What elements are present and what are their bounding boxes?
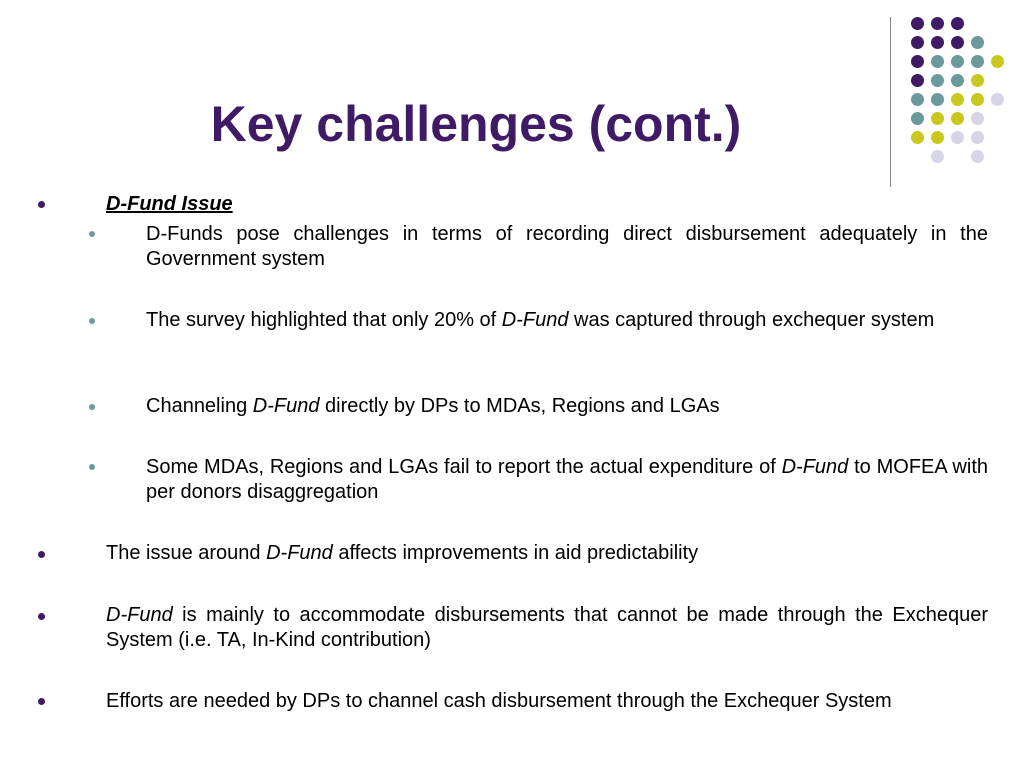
decorative-dot <box>971 112 984 125</box>
decorative-dot <box>971 74 984 87</box>
sub-item-text: directly by DPs to MDAs, Regions and LGAs <box>319 395 720 417</box>
decorative-dot <box>951 17 964 30</box>
item-text: The issue around <box>106 542 267 564</box>
decorative-dot <box>931 17 944 30</box>
sub-item-text: D-Funds pose challenges in terms of recording direct disbursement adequately in the Government system <box>146 223 988 270</box>
sub-item-3 <box>146 394 988 419</box>
bullet-icon <box>38 201 45 208</box>
sub-item-text: The survey highlighted that only 20% of <box>146 309 502 331</box>
decorative-dot <box>991 55 1004 68</box>
decorative-dot <box>991 93 1004 106</box>
d-fund-term: D-Fund <box>252 395 320 417</box>
decorative-dot <box>951 55 964 68</box>
item-3 <box>106 689 988 714</box>
decorative-dot <box>911 93 924 106</box>
d-fund-term: D-Fund <box>106 604 173 626</box>
decorative-dot <box>931 93 944 106</box>
d-fund-term: D-Fund <box>781 456 849 478</box>
bullet-icon <box>38 698 45 705</box>
item-2 <box>106 603 988 653</box>
decorative-dot <box>911 36 924 49</box>
decorative-dot <box>931 55 944 68</box>
decorative-dot <box>911 74 924 87</box>
sub-item-text: was captured through exchequer system <box>568 309 935 331</box>
sub-item-text: Some MDAs, Regions and LGAs fail to report the actual expenditure of <box>146 456 782 478</box>
decorative-dot <box>971 150 984 163</box>
decorative-dot <box>931 36 944 49</box>
decorative-dot <box>931 112 944 125</box>
sub-item-1 <box>146 222 988 272</box>
sub-item-2 <box>146 308 988 333</box>
decorative-dot <box>911 17 924 30</box>
sub-item-text: Channeling <box>146 395 253 417</box>
decorative-dot <box>971 55 984 68</box>
decorative-dot <box>931 131 944 144</box>
sub-bullet-icon <box>89 318 95 324</box>
item-text: Efforts are needed by DPs to channel cash disbursement through the Exchequer System <box>106 690 892 712</box>
section-heading: D-Fund Issue <box>106 193 233 215</box>
decorative-dot <box>931 150 944 163</box>
item-text: affects improvements in aid predictability <box>332 542 699 564</box>
decorative-dot <box>971 36 984 49</box>
decorative-dot <box>951 74 964 87</box>
decorative-dot <box>951 131 964 144</box>
decorative-dot-grid <box>0 0 1024 200</box>
d-fund-term: D-Fund <box>501 309 569 331</box>
item-1 <box>106 541 988 566</box>
bullet-icon <box>38 613 45 620</box>
sub-bullet-icon <box>89 404 95 410</box>
decorative-dot <box>951 93 964 106</box>
decorative-dot <box>911 112 924 125</box>
slide-title: Key challenges (cont.) <box>210 96 742 152</box>
decorative-dot <box>911 55 924 68</box>
decorative-dot <box>951 36 964 49</box>
decorative-dot <box>911 131 924 144</box>
d-fund-term: D-Fund <box>266 542 333 564</box>
item-text: is mainly to accommodate disbursements that cannot be made through the Exchequer System (i.e. TA, In-Kind contribution) <box>106 604 988 651</box>
decorative-dot <box>931 74 944 87</box>
sub-bullet-icon <box>89 231 95 237</box>
sub-item-4 <box>146 455 988 505</box>
decorative-dot <box>951 112 964 125</box>
sub-bullet-icon <box>89 464 95 470</box>
bullet-icon <box>38 551 45 558</box>
decorative-dot <box>971 131 984 144</box>
decorative-dot <box>971 93 984 106</box>
sub-item-text: to MOFEA with per donors disaggregation <box>146 456 988 503</box>
